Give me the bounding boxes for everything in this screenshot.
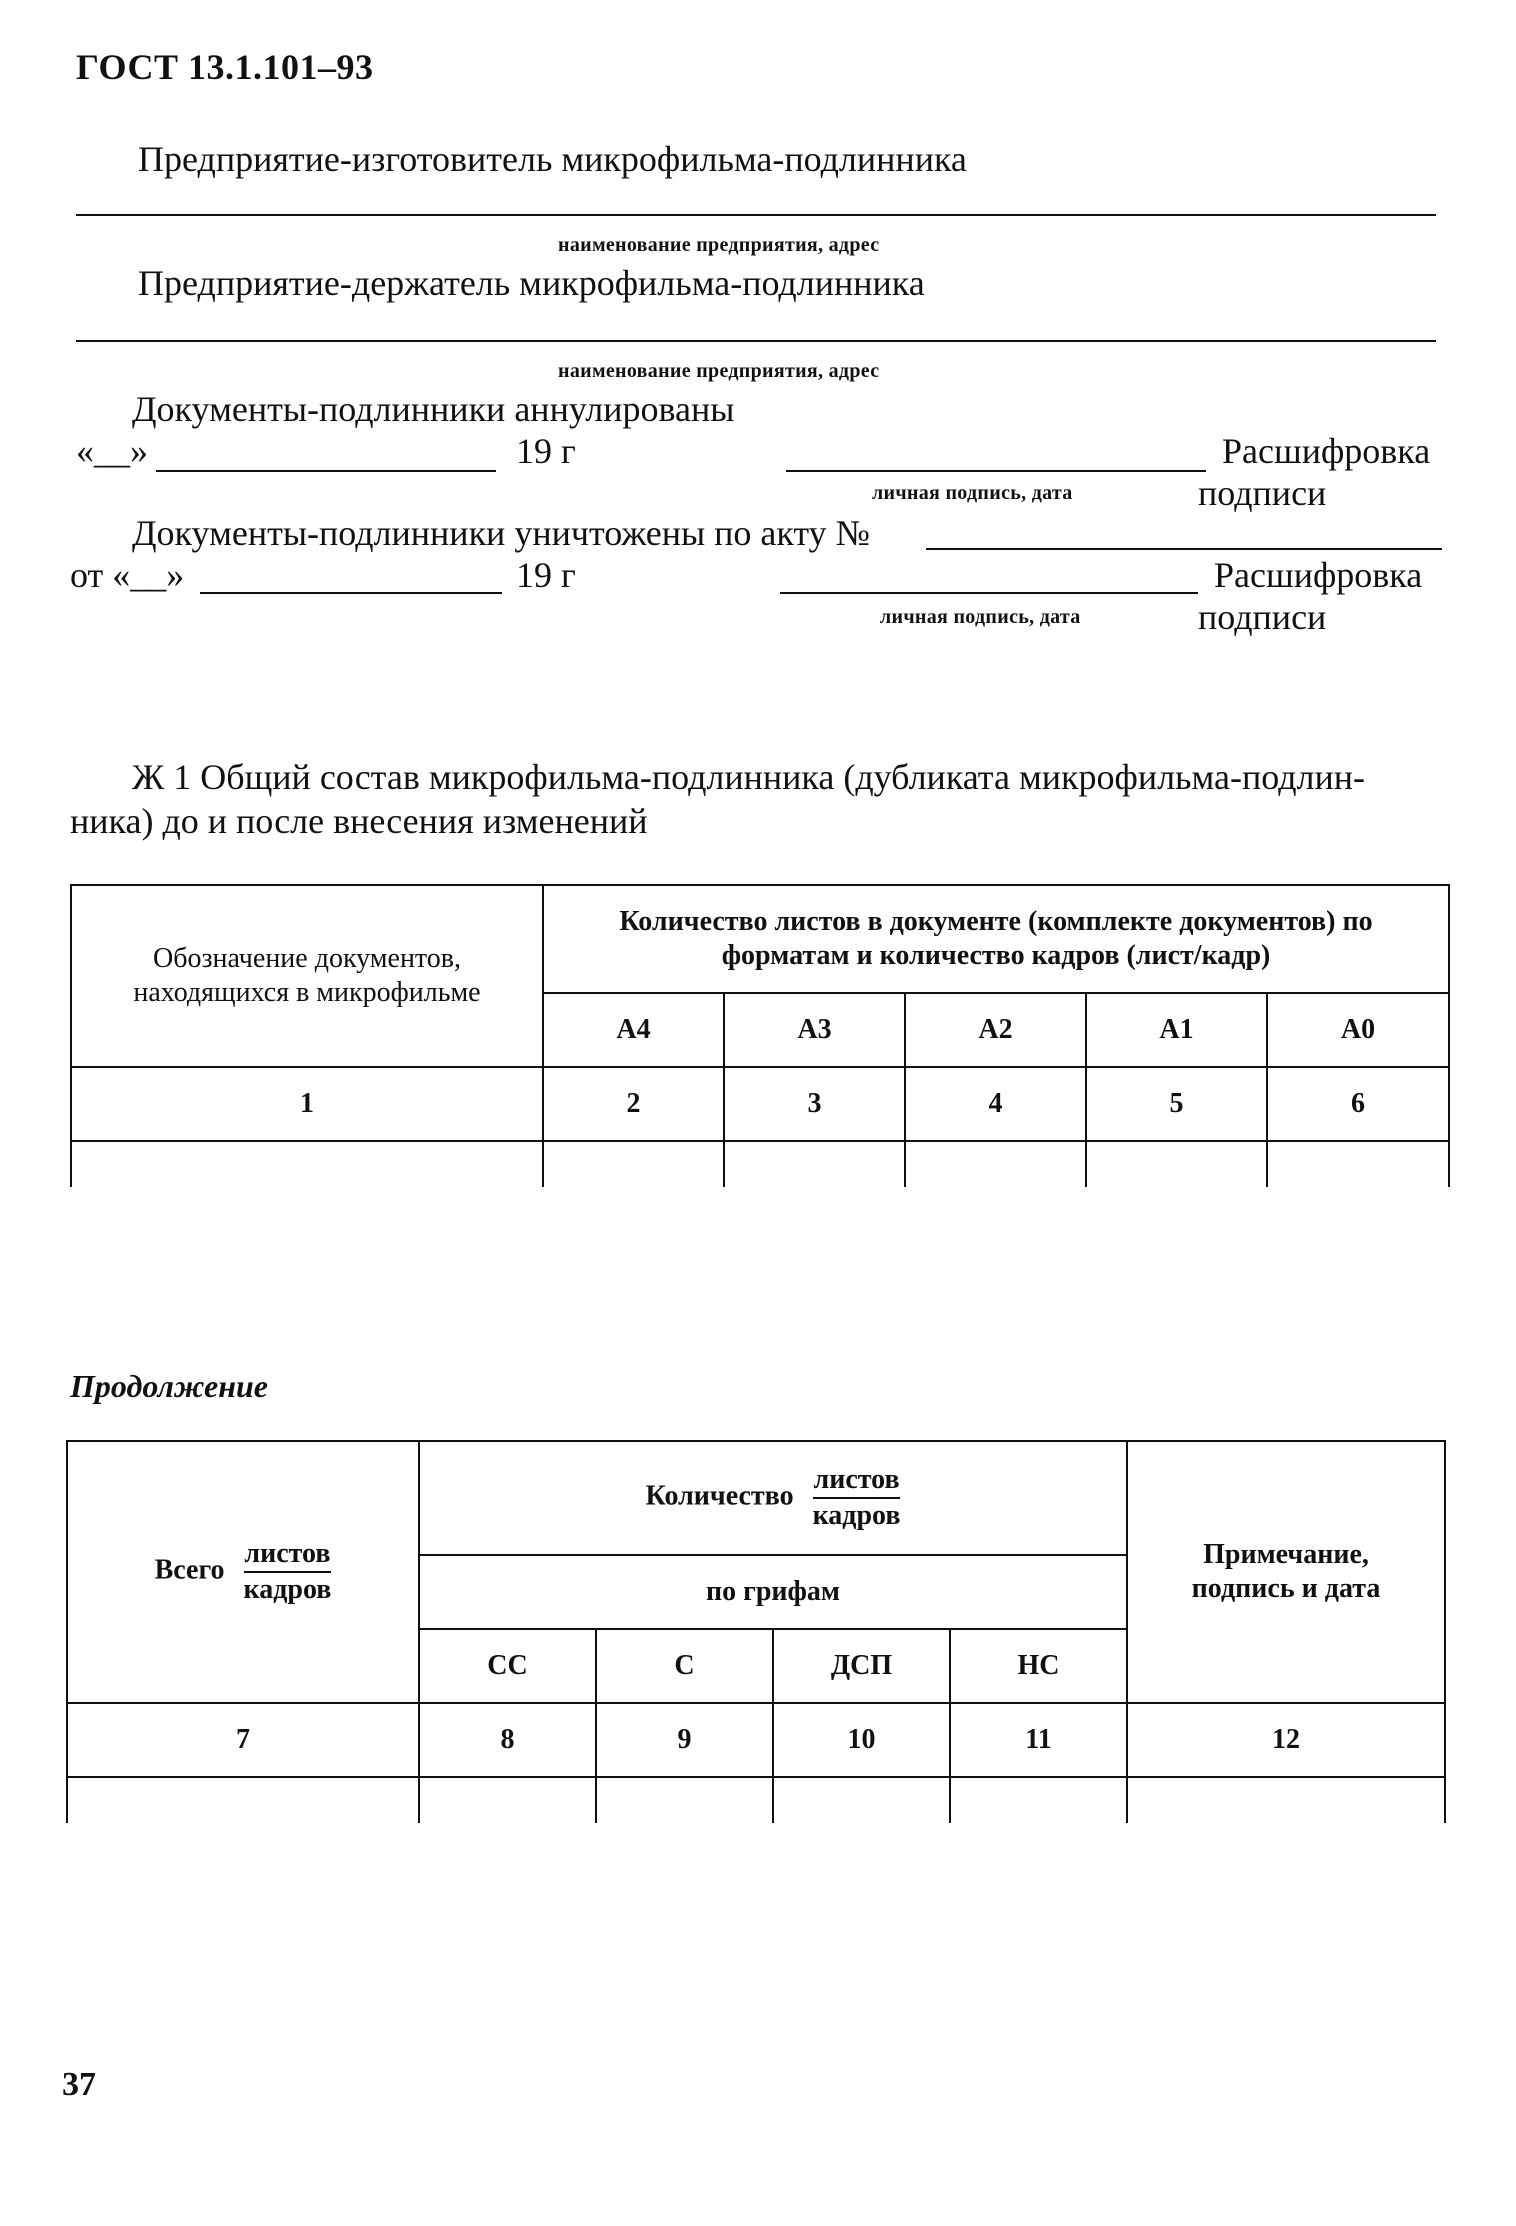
- table-cell[interactable]: [419, 1777, 596, 1823]
- holder-label: Предприятие-держатель микрофильма-подлинника: [138, 263, 925, 303]
- annulled-signature-line[interactable]: [786, 470, 1206, 472]
- column-number: 8: [419, 1703, 596, 1777]
- by-grif-header: по грифам: [419, 1555, 1127, 1629]
- column-number: 3: [724, 1067, 905, 1141]
- page-number: 37: [62, 2066, 96, 2103]
- destroyed-decode-2: подписи: [1198, 597, 1327, 637]
- grif-header-dsp: ДСП: [773, 1629, 950, 1703]
- destroyed-sig-caption: личная подпись, дата: [880, 606, 1081, 628]
- column-number: 6: [1267, 1067, 1449, 1141]
- fraction-denominator: кадров: [812, 1500, 901, 1531]
- grif-header-ns: НС: [950, 1629, 1127, 1703]
- fraction-denominator: кадров: [243, 1574, 332, 1605]
- column-number: 7: [67, 1703, 419, 1777]
- document-code: ГОСТ 13.1.101–93: [76, 47, 374, 87]
- total-fraction: [244, 1537, 332, 1607]
- destroyed-signature-line[interactable]: [780, 592, 1198, 594]
- table-cell[interactable]: [543, 1141, 724, 1187]
- sheets-count-header: Количество листов в документе (комплекте документов) по форматам и количество кадров (лист/кадр): [543, 885, 1449, 993]
- table-cell[interactable]: [905, 1141, 1086, 1187]
- table-cell[interactable]: [71, 1141, 543, 1187]
- annulled-decode-2: подписи: [1198, 473, 1327, 513]
- holder-caption: наименование предприятия, адрес: [558, 360, 880, 382]
- total-label: Всего: [154, 1554, 225, 1586]
- annulled-month-line[interactable]: [156, 470, 496, 472]
- table-cell[interactable]: [724, 1141, 905, 1187]
- holder-input-line[interactable]: [76, 340, 1436, 342]
- table-cell[interactable]: [950, 1777, 1127, 1823]
- composition-table: [70, 884, 1450, 1187]
- table-cell[interactable]: [773, 1777, 950, 1823]
- column-number: 11: [950, 1703, 1127, 1777]
- annulled-decode: Расшифровка: [1222, 431, 1431, 471]
- act-number-line[interactable]: [926, 548, 1442, 550]
- continuation-table: [66, 1440, 1446, 1823]
- destroyed-month-line[interactable]: [200, 592, 502, 594]
- note-header: Примечание, подпись и дата: [1127, 1441, 1445, 1703]
- column-number: 12: [1127, 1703, 1445, 1777]
- quantity-label: Количество: [645, 1480, 794, 1512]
- destroyed-decode: Расшифровка: [1214, 555, 1423, 595]
- section-title-line-2: ника) до и после внесения изменений: [70, 801, 648, 841]
- annulled-sig-caption: личная подпись, дата: [872, 482, 1073, 504]
- column-number: 2: [543, 1067, 724, 1141]
- table-cell[interactable]: [1267, 1141, 1449, 1187]
- quantity-header: [419, 1441, 1127, 1555]
- doc-designation-header: Обозначение документов, находящихся в микрофильме: [71, 885, 543, 1067]
- table-cell[interactable]: [1086, 1141, 1267, 1187]
- format-header-a0: А0: [1267, 993, 1449, 1067]
- fraction-numerator: листов: [244, 1537, 332, 1573]
- column-number: 10: [773, 1703, 950, 1777]
- maker-caption: наименование предприятия, адрес: [558, 234, 880, 256]
- table-cell[interactable]: [596, 1777, 773, 1823]
- total-header: [67, 1441, 419, 1703]
- annulled-label: Документы-подлинники аннулированы: [132, 389, 735, 429]
- continuation-label: Продолжение: [70, 1368, 268, 1404]
- format-header-a4: А4: [543, 993, 724, 1067]
- format-header-a2: А2: [905, 993, 1086, 1067]
- table-cell[interactable]: [67, 1777, 419, 1823]
- quantity-fraction: [813, 1463, 901, 1533]
- column-number: 4: [905, 1067, 1086, 1141]
- annulled-day: «__»: [76, 431, 148, 471]
- format-header-a3: А3: [724, 993, 905, 1067]
- grif-header-s: С: [596, 1629, 773, 1703]
- destroyed-day: от «__»: [70, 555, 185, 595]
- column-number: 5: [1086, 1067, 1267, 1141]
- format-header-a1: А1: [1086, 993, 1267, 1067]
- maker-input-line[interactable]: [76, 214, 1436, 216]
- column-number: 1: [71, 1067, 543, 1141]
- table-cell[interactable]: [1127, 1777, 1445, 1823]
- section-title-line-1: Ж 1 Общий состав микрофильма-подлинника (дубликата микрофильма-подлин-: [132, 757, 1365, 797]
- grif-header-ss: СС: [419, 1629, 596, 1703]
- annulled-year: 19 г: [516, 431, 576, 471]
- fraction-numerator: листов: [813, 1463, 901, 1499]
- column-number: 9: [596, 1703, 773, 1777]
- maker-label: Предприятие-изготовитель микрофильма-подлинника: [138, 139, 967, 179]
- destroyed-year: 19 г: [516, 555, 576, 595]
- destroyed-label: Документы-подлинники уничтожены по акту №: [132, 513, 871, 553]
